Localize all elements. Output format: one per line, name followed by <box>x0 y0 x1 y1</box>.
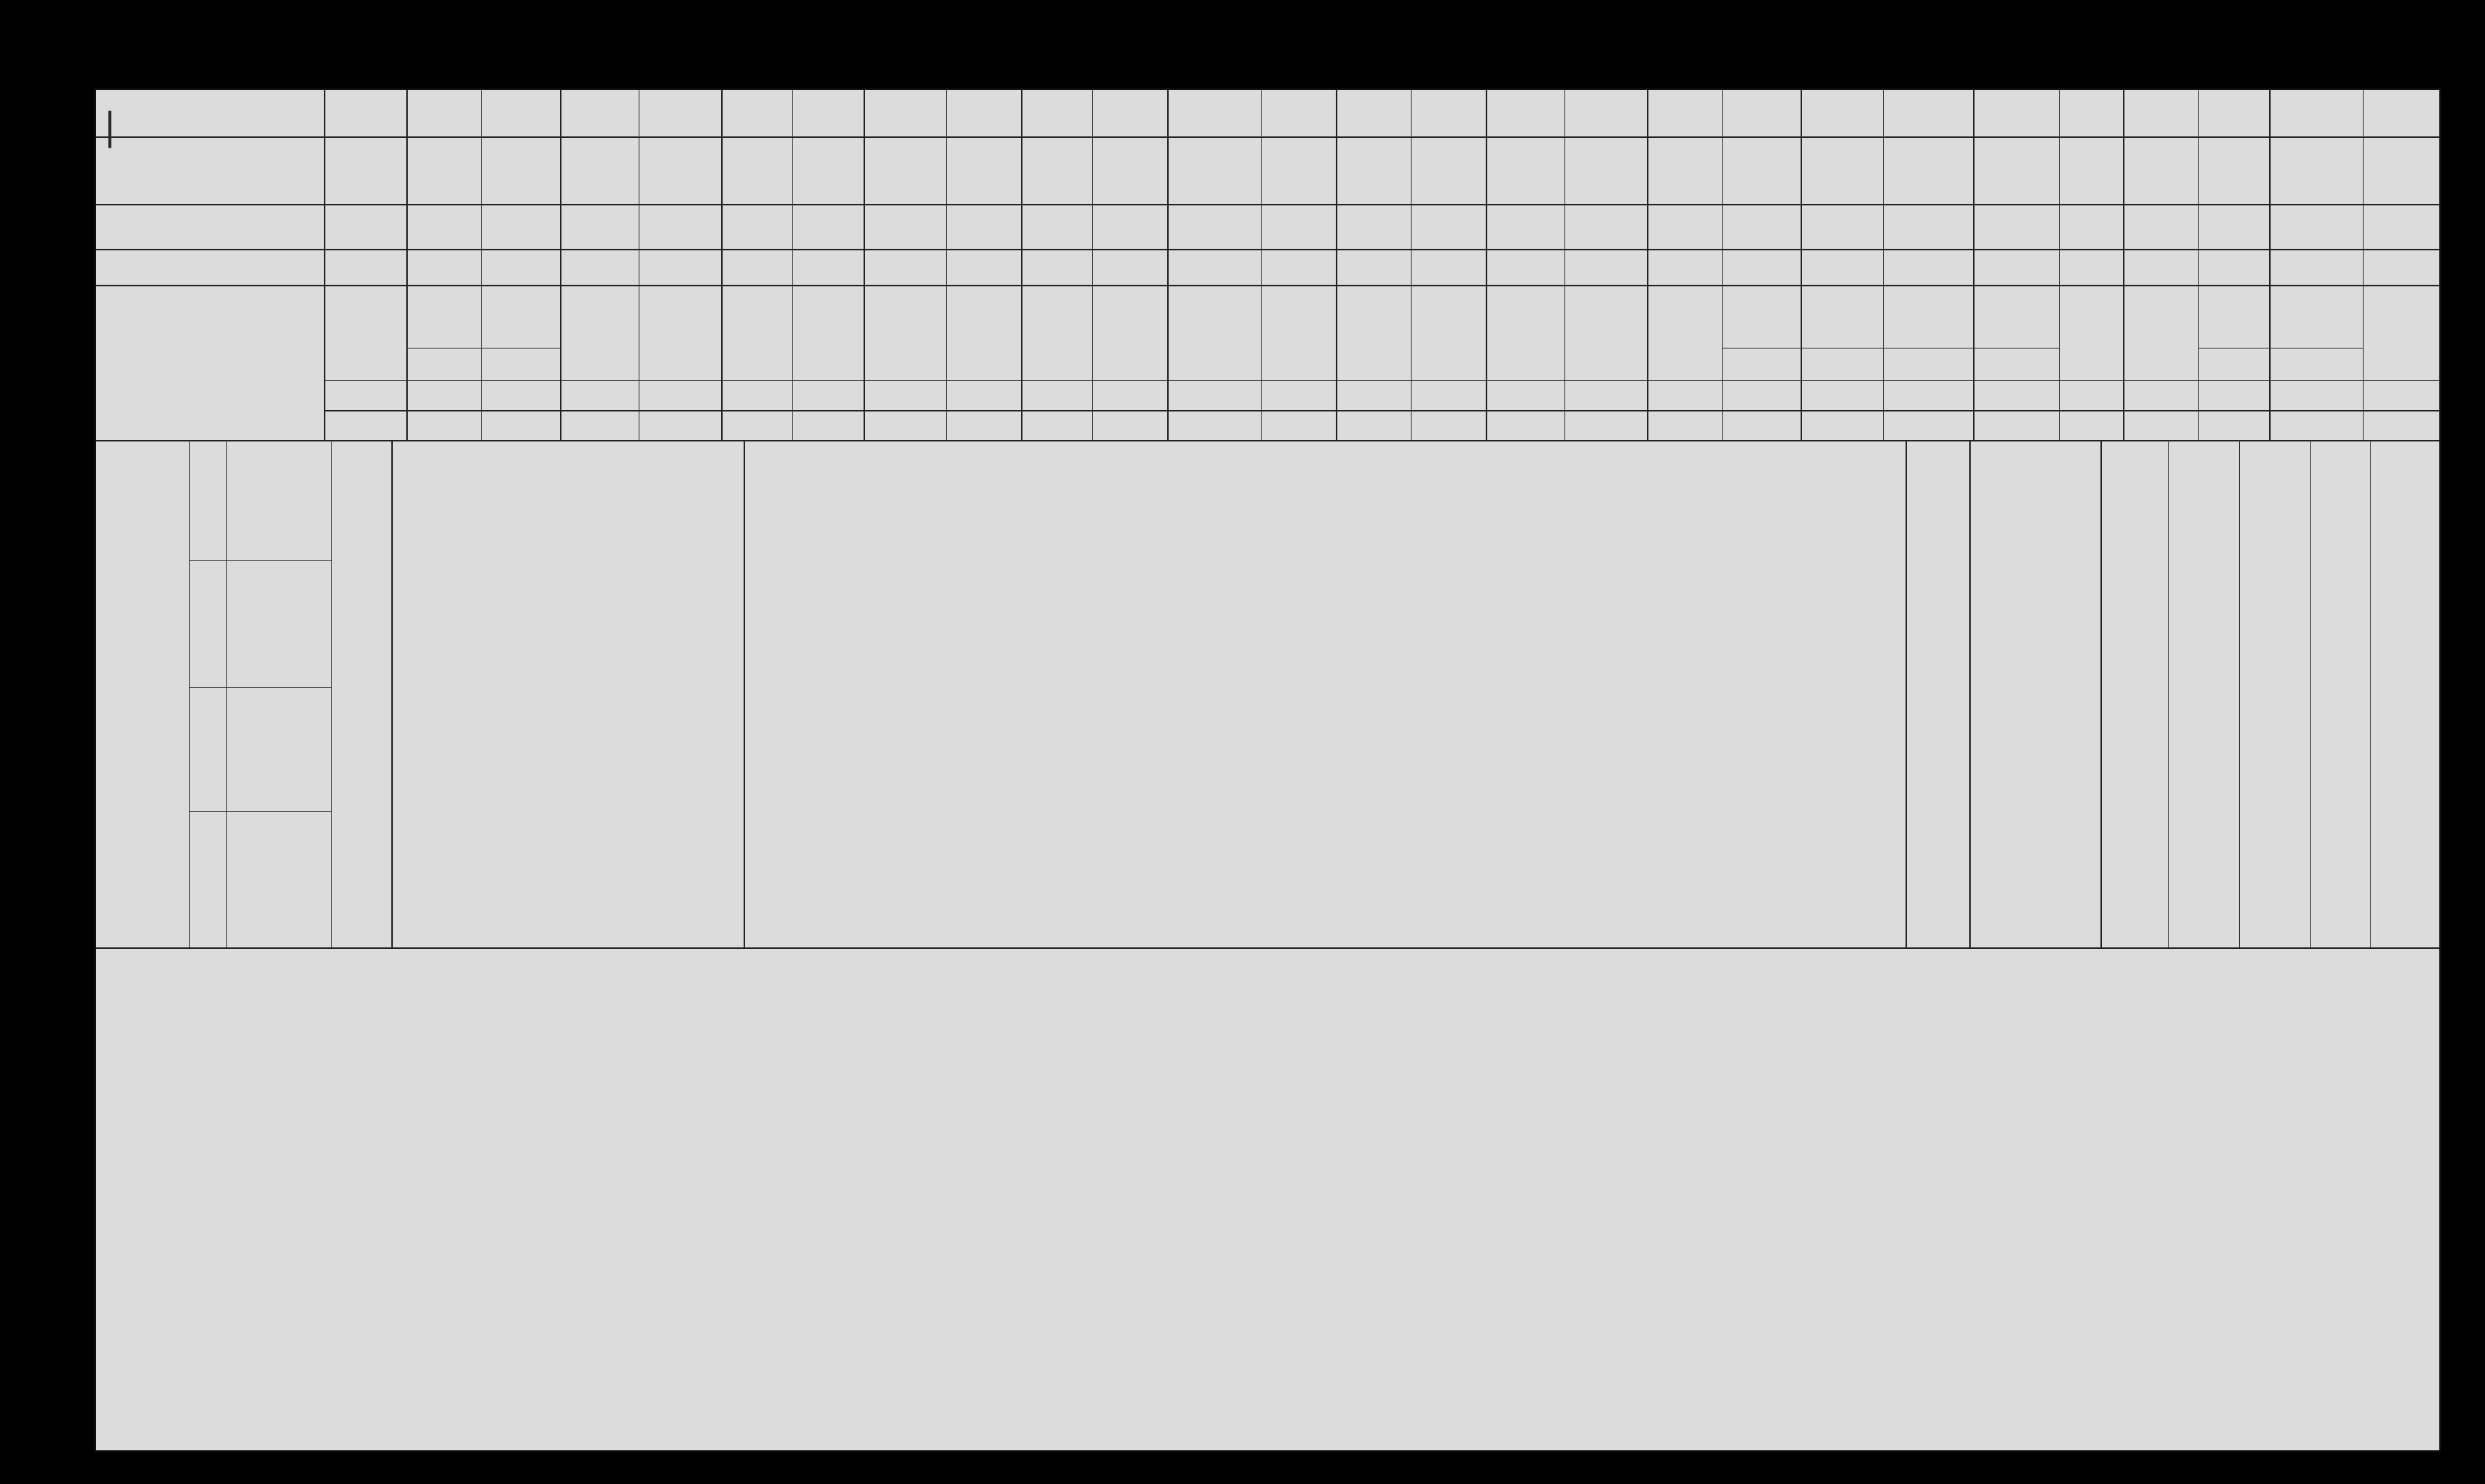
rule <box>96 136 2439 138</box>
rule <box>406 90 408 440</box>
rule <box>1722 348 2059 349</box>
rule <box>1647 90 1648 440</box>
rule <box>721 90 723 440</box>
rule <box>1969 440 1971 947</box>
rule <box>324 410 2439 411</box>
rule <box>792 90 793 440</box>
rule <box>1021 90 1022 440</box>
rule <box>2198 90 2199 440</box>
rule <box>324 380 2439 381</box>
rule <box>2239 440 2240 947</box>
rule <box>2168 440 2169 947</box>
rule <box>96 249 2439 250</box>
rule <box>2100 440 2102 947</box>
rule <box>391 440 393 947</box>
rule <box>189 687 331 688</box>
rule <box>1336 90 1337 440</box>
rule <box>96 204 2439 205</box>
rule <box>2123 90 2124 440</box>
rule <box>324 90 325 440</box>
rule <box>2269 90 2271 440</box>
rule <box>1092 90 1093 440</box>
rule <box>1167 90 1169 440</box>
rule <box>406 348 560 349</box>
rule <box>2059 90 2060 440</box>
rule <box>1564 90 1565 440</box>
rule <box>946 90 947 440</box>
rule <box>2363 90 2364 440</box>
rule <box>1411 90 1412 440</box>
rule <box>1973 90 1975 440</box>
rule <box>1722 90 1723 440</box>
census-card <box>94 88 2441 1452</box>
rule <box>96 947 2439 949</box>
rule <box>2198 348 2363 349</box>
rule <box>1261 90 1262 440</box>
rule <box>744 440 745 947</box>
rule <box>864 90 865 440</box>
rule <box>96 440 2439 441</box>
rule <box>331 440 332 947</box>
rule <box>189 811 331 812</box>
rule <box>96 285 2439 286</box>
rule <box>560 90 561 440</box>
rule <box>2310 440 2311 947</box>
rule <box>481 90 482 440</box>
rule <box>1906 440 1907 947</box>
rule <box>226 440 227 947</box>
hand-mark-one: | <box>103 105 116 148</box>
rule <box>1486 90 1487 440</box>
rule <box>1801 90 1802 440</box>
rule <box>189 440 190 947</box>
rule <box>1883 90 1884 440</box>
rule <box>189 560 331 561</box>
rule <box>2370 440 2371 947</box>
